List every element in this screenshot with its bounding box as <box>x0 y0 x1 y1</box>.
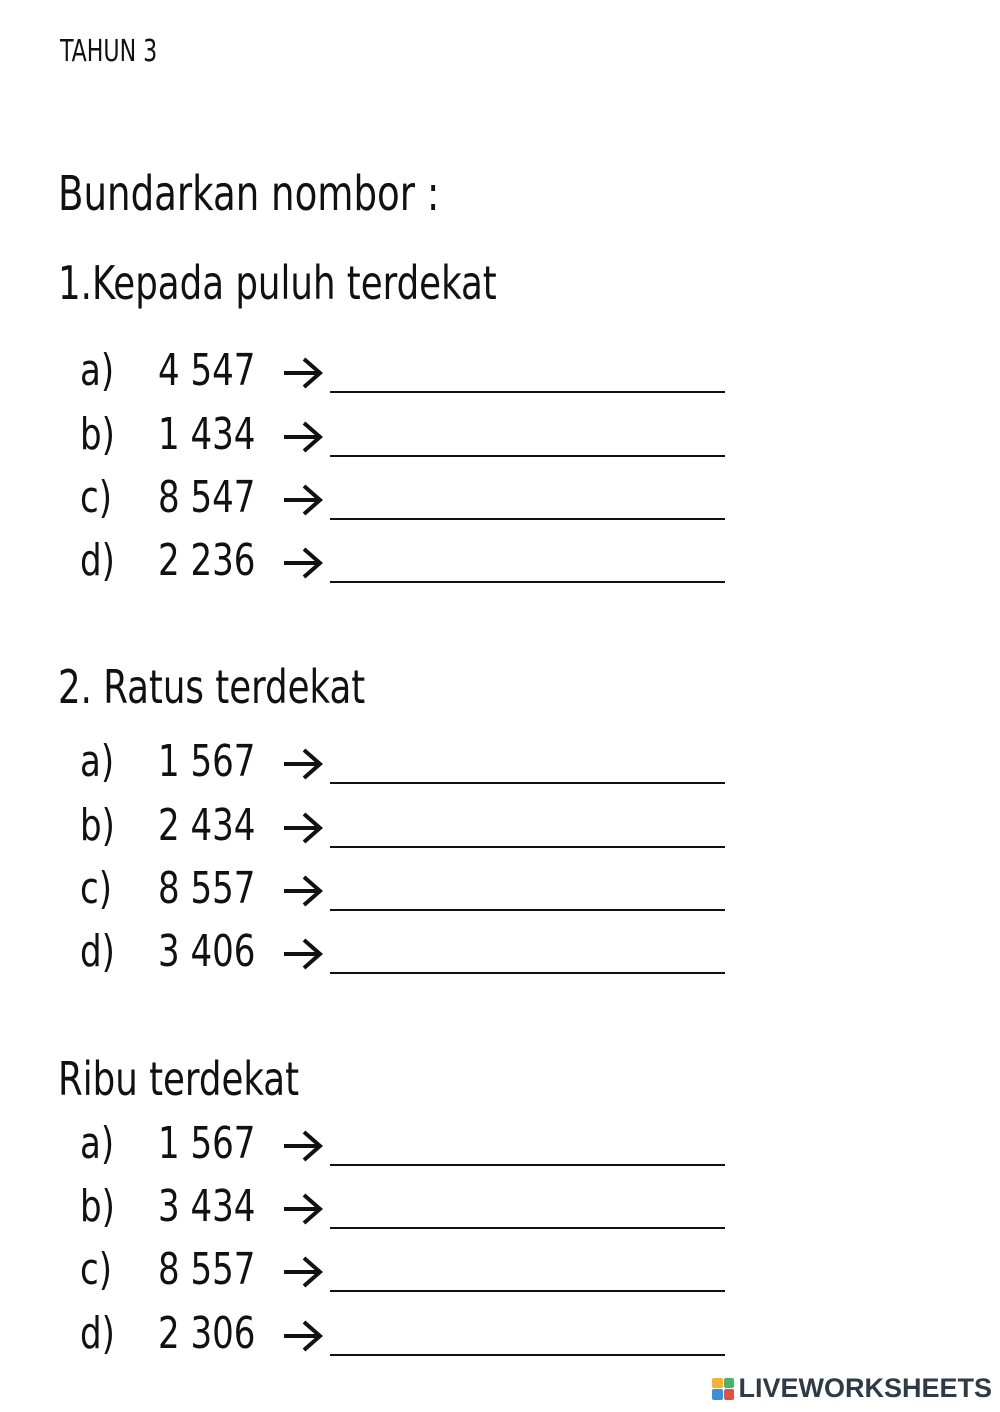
question-row <box>80 800 740 856</box>
arrow-right-icon <box>282 419 326 455</box>
answer-field[interactable] <box>330 1227 725 1229</box>
question-letter: a) <box>80 736 115 787</box>
arrow-right-icon <box>282 936 326 972</box>
question-row <box>80 1308 740 1364</box>
arrow-right-icon <box>282 1254 326 1290</box>
section-title-tens: 1.Kepada puluh terdekat <box>58 256 497 310</box>
question-row <box>80 926 740 982</box>
answer-field[interactable] <box>330 972 725 974</box>
question-letter: a) <box>80 345 115 396</box>
arrow-right-icon <box>282 482 326 518</box>
question-number: 2 236 <box>158 535 256 586</box>
answer-field[interactable] <box>330 455 725 457</box>
arrow-right-icon <box>282 355 326 391</box>
question-row <box>80 472 740 528</box>
answer-field[interactable] <box>330 391 725 393</box>
question-number: 4 547 <box>158 345 256 396</box>
question-number: 8 547 <box>158 472 256 523</box>
question-row <box>80 736 740 792</box>
answer-field[interactable] <box>330 909 725 911</box>
question-row <box>80 409 740 465</box>
liveworksheets-logo-icon <box>712 1378 734 1400</box>
question-letter: b) <box>80 409 115 460</box>
question-letter: d) <box>80 926 115 977</box>
answer-field[interactable] <box>330 1354 725 1356</box>
instruction-text: Bundarkan nombor : <box>58 166 440 222</box>
question-letter: b) <box>80 1181 115 1232</box>
question-number: 3 406 <box>158 926 256 977</box>
question-number: 1 567 <box>158 1118 256 1169</box>
arrow-right-icon <box>282 873 326 909</box>
answer-field[interactable] <box>330 1164 725 1166</box>
arrow-right-icon <box>282 1318 326 1354</box>
question-number: 3 434 <box>158 1181 256 1232</box>
question-letter: b) <box>80 800 115 851</box>
question-row <box>80 535 740 591</box>
brand-name: LIVEWORKSHEETS <box>738 1373 992 1403</box>
question-row <box>80 345 740 401</box>
answer-field[interactable] <box>330 518 725 520</box>
question-number: 1 567 <box>158 736 256 787</box>
question-row <box>80 863 740 919</box>
grade-label: TAHUN 3 <box>60 34 158 69</box>
answer-field[interactable] <box>330 1290 725 1292</box>
liveworksheets-brand[interactable] <box>712 1373 992 1404</box>
question-row <box>80 1244 740 1300</box>
question-number: 2 434 <box>158 800 256 851</box>
arrow-right-icon <box>282 545 326 581</box>
question-number: 2 306 <box>158 1308 256 1359</box>
question-row <box>80 1118 740 1174</box>
section-title-hundreds: 2. Ratus terdekat <box>58 660 366 714</box>
arrow-right-icon <box>282 1191 326 1227</box>
question-letter: c) <box>80 863 113 914</box>
question-number: 8 557 <box>158 1244 256 1295</box>
answer-field[interactable] <box>330 581 725 583</box>
question-letter: c) <box>80 472 113 523</box>
section-title-thousands: Ribu terdekat <box>58 1052 300 1106</box>
question-letter: c) <box>80 1244 113 1295</box>
question-number: 1 434 <box>158 409 256 460</box>
arrow-right-icon <box>282 810 326 846</box>
question-letter: d) <box>80 535 115 586</box>
answer-field[interactable] <box>330 782 725 784</box>
answer-field[interactable] <box>330 846 725 848</box>
question-letter: a) <box>80 1118 115 1169</box>
arrow-right-icon <box>282 746 326 782</box>
arrow-right-icon <box>282 1128 326 1164</box>
question-row <box>80 1181 740 1237</box>
question-letter: d) <box>80 1308 115 1359</box>
question-number: 8 557 <box>158 863 256 914</box>
